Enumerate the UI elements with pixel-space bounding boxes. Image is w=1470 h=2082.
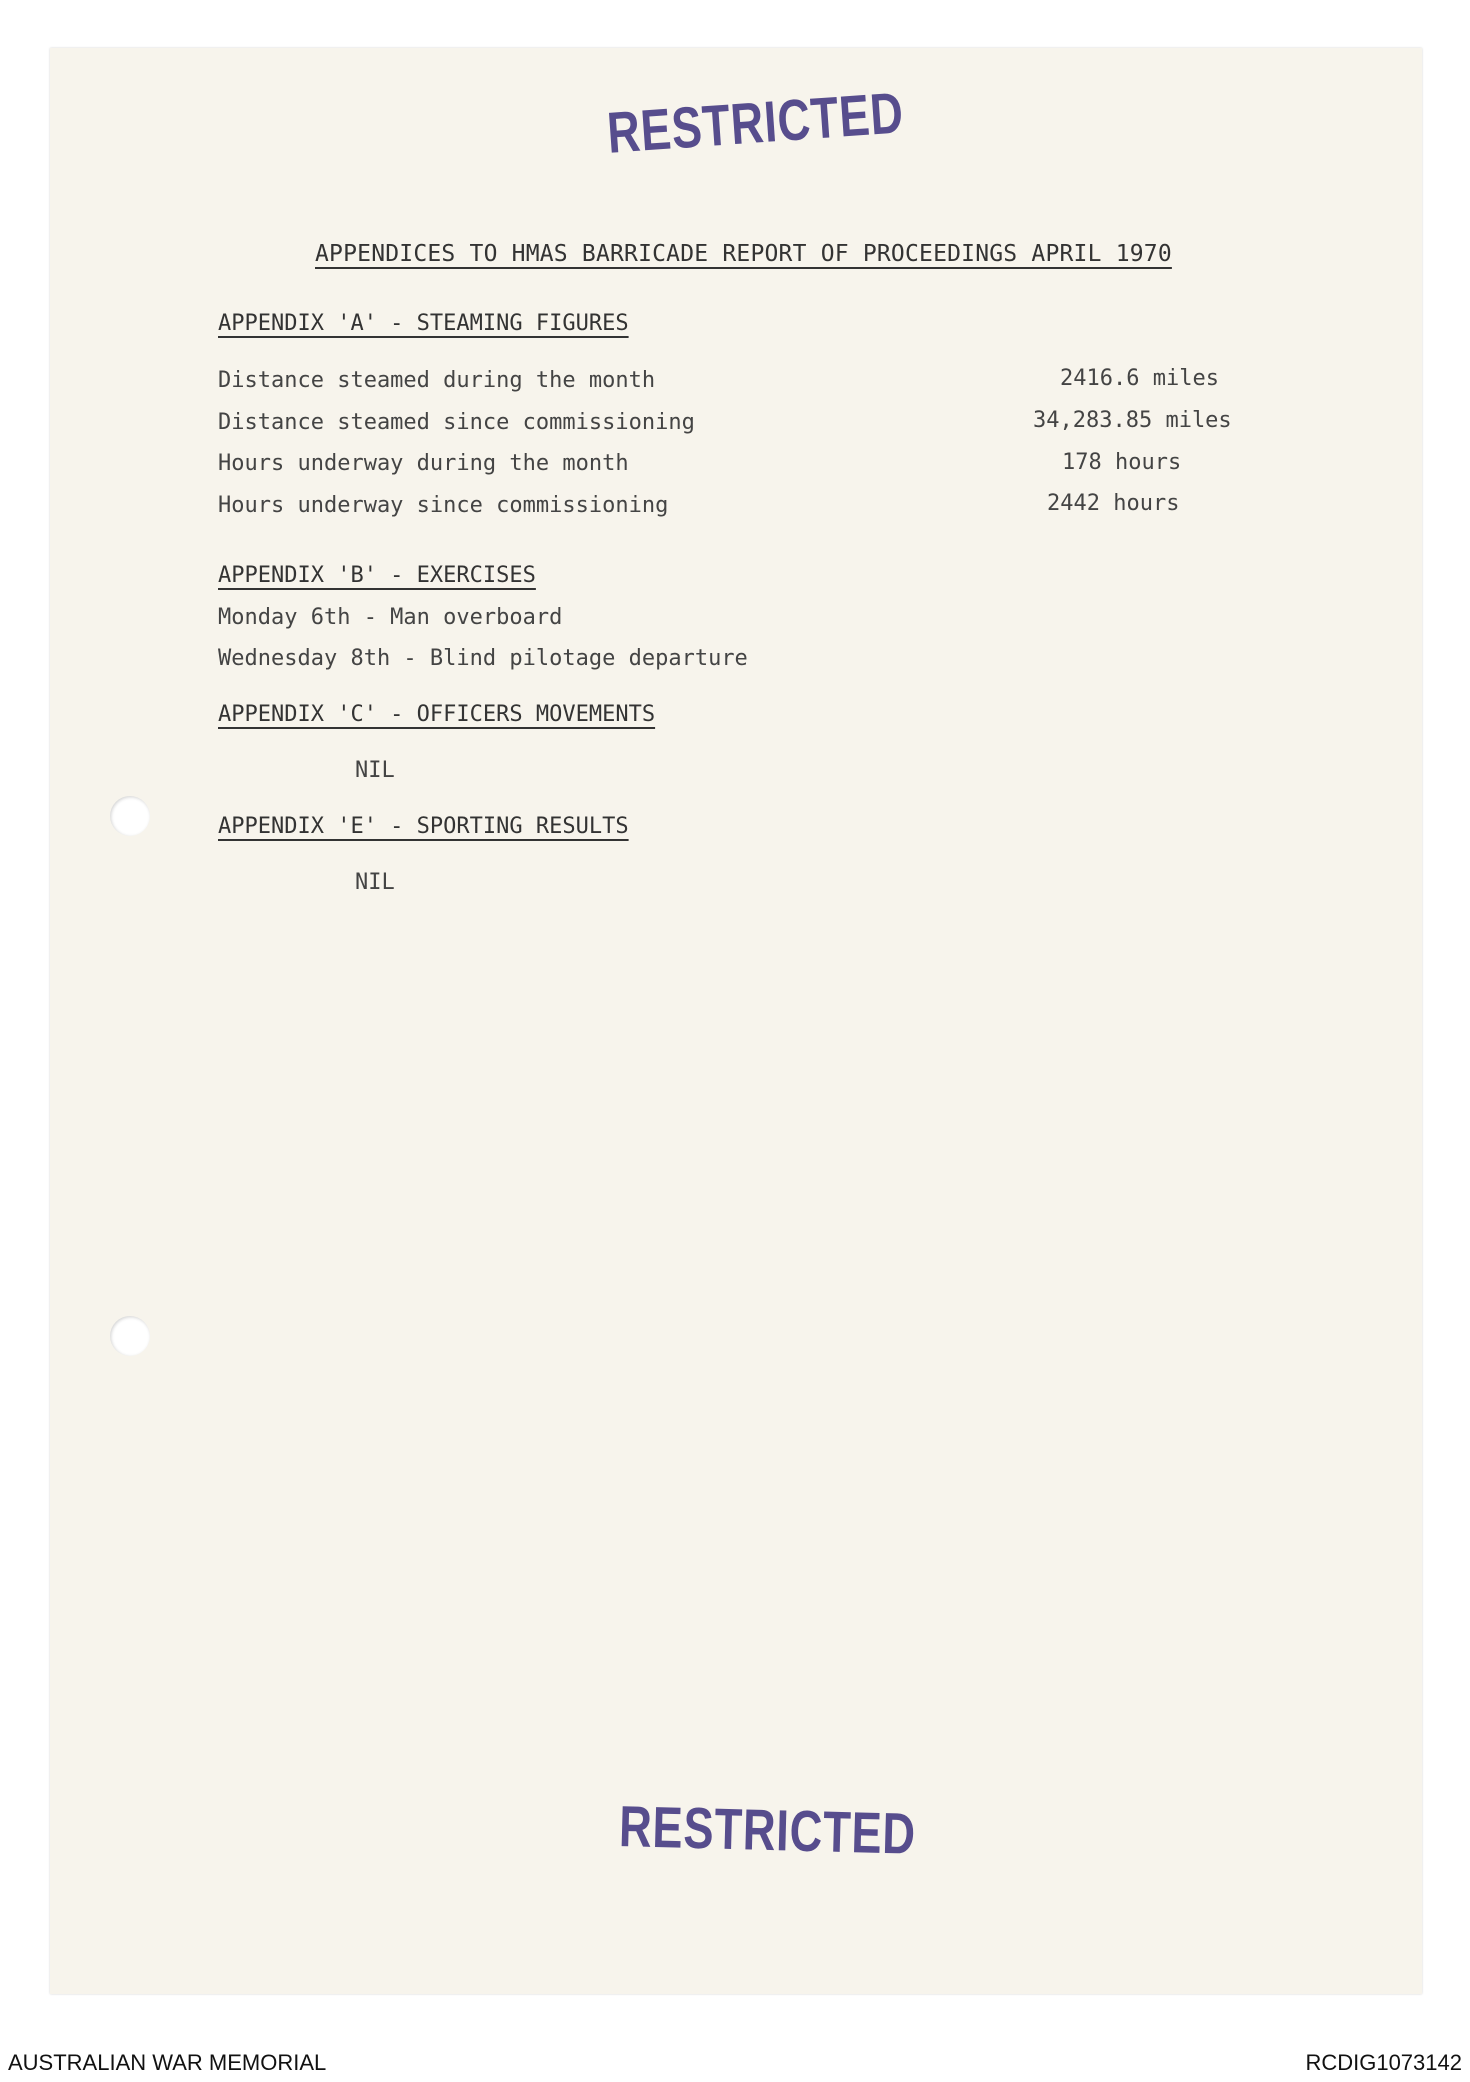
document-title: APPENDICES TO HMAS BARRICADE REPORT OF PROCEEDINGS APRIL 1970 bbox=[315, 241, 1172, 267]
punch-hole-upper bbox=[110, 796, 150, 836]
restricted-stamp-bottom: RESTRICTED bbox=[618, 1793, 917, 1867]
appendix-a-heading: APPENDIX 'A' - STEAMING FIGURES bbox=[218, 311, 629, 336]
steaming-row-value: 2442 hours bbox=[1047, 491, 1180, 516]
exercise-item: Monday 6th - Man overboard bbox=[218, 605, 563, 630]
archive-credit: AUSTRALIAN WAR MEMORIAL bbox=[8, 2050, 327, 2075]
steaming-row-label: Distance steamed since commissioning bbox=[218, 410, 695, 435]
punch-hole-lower bbox=[110, 1316, 150, 1356]
appendix-e-body: NIL bbox=[355, 870, 395, 895]
appendix-e-heading: APPENDIX 'E' - SPORTING RESULTS bbox=[218, 814, 629, 839]
steaming-row-label: Hours underway since commissioning bbox=[218, 493, 669, 518]
steaming-row-label: Hours underway during the month bbox=[218, 451, 629, 476]
steaming-row-value: 178 hours bbox=[1062, 450, 1182, 475]
steaming-row-label: Distance steamed during the month bbox=[218, 368, 656, 393]
appendix-c-body: NIL bbox=[355, 758, 395, 783]
steaming-row-value: 2416.6 miles bbox=[1060, 366, 1219, 391]
restricted-stamp-top: RESTRICTED bbox=[605, 80, 906, 166]
archive-id: RCDIG1073142 bbox=[1305, 2050, 1462, 2075]
appendix-c-heading: APPENDIX 'C' - OFFICERS MOVEMENTS bbox=[218, 702, 656, 727]
appendix-b-heading: APPENDIX 'B' - EXERCISES bbox=[218, 563, 536, 588]
exercise-item: Wednesday 8th - Blind pilotage departure bbox=[218, 646, 748, 671]
steaming-row-value: 34,283.85 miles bbox=[1033, 408, 1232, 433]
document-page bbox=[50, 48, 1422, 1994]
